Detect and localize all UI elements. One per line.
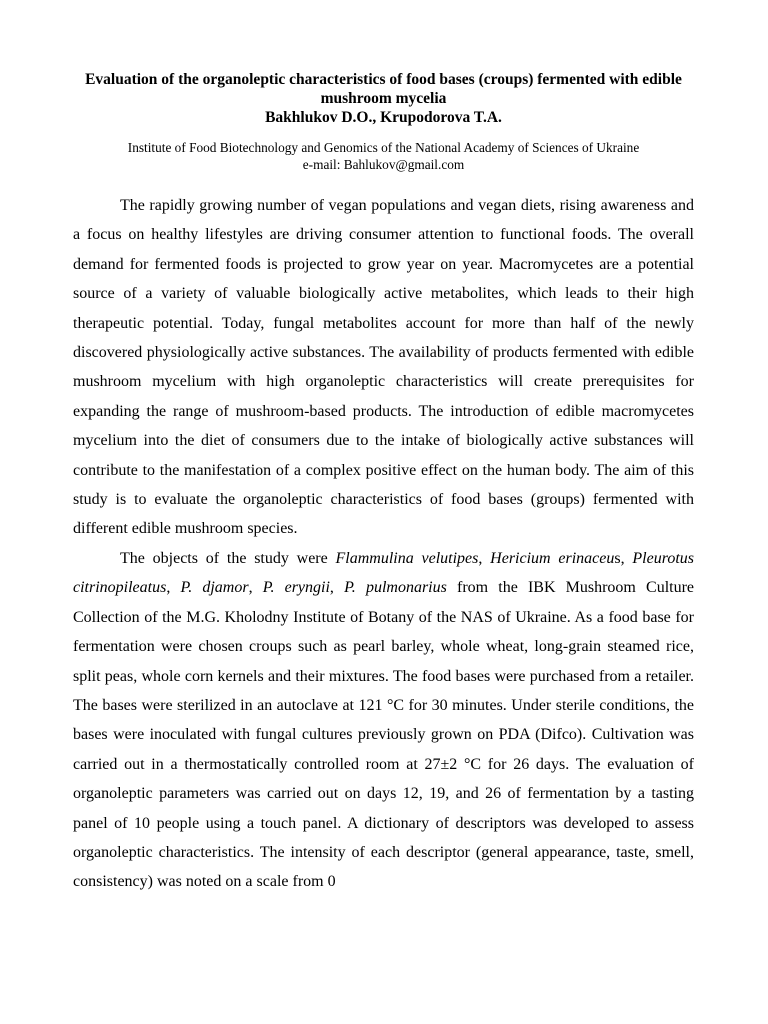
species-name: P. eryngii	[262, 579, 330, 597]
separator: s,	[614, 549, 633, 567]
separator: ,	[478, 549, 491, 567]
contact-email: e-mail: Bahlukov@gmail.com	[302, 157, 465, 172]
methods-intro-text: The objects of the study were	[120, 549, 336, 567]
separator: ,	[329, 579, 345, 597]
separator: ,	[166, 579, 181, 597]
document-page	[73, 70, 694, 897]
paper-authors: Bakhlukov D.O., Krupodorova T.A.	[265, 109, 502, 126]
separator: ,	[248, 579, 263, 597]
paragraph-methods	[73, 544, 694, 897]
species-name: Flammulina velutipes	[335, 549, 479, 567]
species-name: P. djamor	[180, 579, 249, 597]
affiliation: Institute of Food Biotechnology and Genomics of the National Academy of Sciences of Ukraine	[127, 140, 640, 155]
paragraph-introduction: The rapidly growing number of vegan populations and vegan diets, rising awareness and a focus on healthy lifestyles are driving consumer attention to functional foods. The overall demand for fermented foods is projected to grow year on year. Macromycetes are a potential source of a variety of valuable biologically active metabolites, which leads to their high therapeutic potential. Today, fungal metabolites account for more than half of the newly discovered physiologically active substances. The availability of products fermented with edible mushroom mycelium with high organoleptic characteristics will create prerequisites for expanding the range of mushroom-based products. The introduction of edible macromycetes mycelium into the diet of consumers due to the intake of biologically active substances will contribute to the manifestation of a complex positive effect on the human body. The aim of this study is to evaluate the organoleptic characteristics of food bases (groups) fermented with different edible mushroom species.	[73, 197, 694, 538]
species-name: Hericium erinaceu	[490, 549, 615, 567]
methods-text: from the IBK Mushroom Culture Collection of the M.G. Kholodny Institute of Botany of the NAS of Ukraine. As a food base for fermentation were chosen croups such as pearl barley, whole wheat, long-grain steamed rice, split peas, whole corn kernels and their mixtures. The food bases were purchased from a retailer. The bases were sterilized in an autoclave at 121 °C for 30 minutes. Under sterile conditions, the bases were inoculated with fungal cultures previously grown on PDA (Difco). Cultivation was carried out in a thermostatically controlled room at 27±2 °C for 26 days. The evaluation of organoleptic parameters was carried out on days 12, 19, and 26 of fermentation by a tasting panel of 10 people using a touch panel. A dictionary of descriptors was developed to assess organoleptic characteristics. The intensity of each descriptor (general appearance, taste, smell, consistency) was noted on a scale from 0	[73, 579, 695, 891]
species-name: P. pulmonarius	[344, 579, 447, 597]
paper-title: Evaluation of the organoleptic characteristics of food bases (croups) fermented with edible mushroom mycelia	[85, 71, 682, 107]
species-name: Pleurotus citrinopileatus	[73, 549, 694, 597]
